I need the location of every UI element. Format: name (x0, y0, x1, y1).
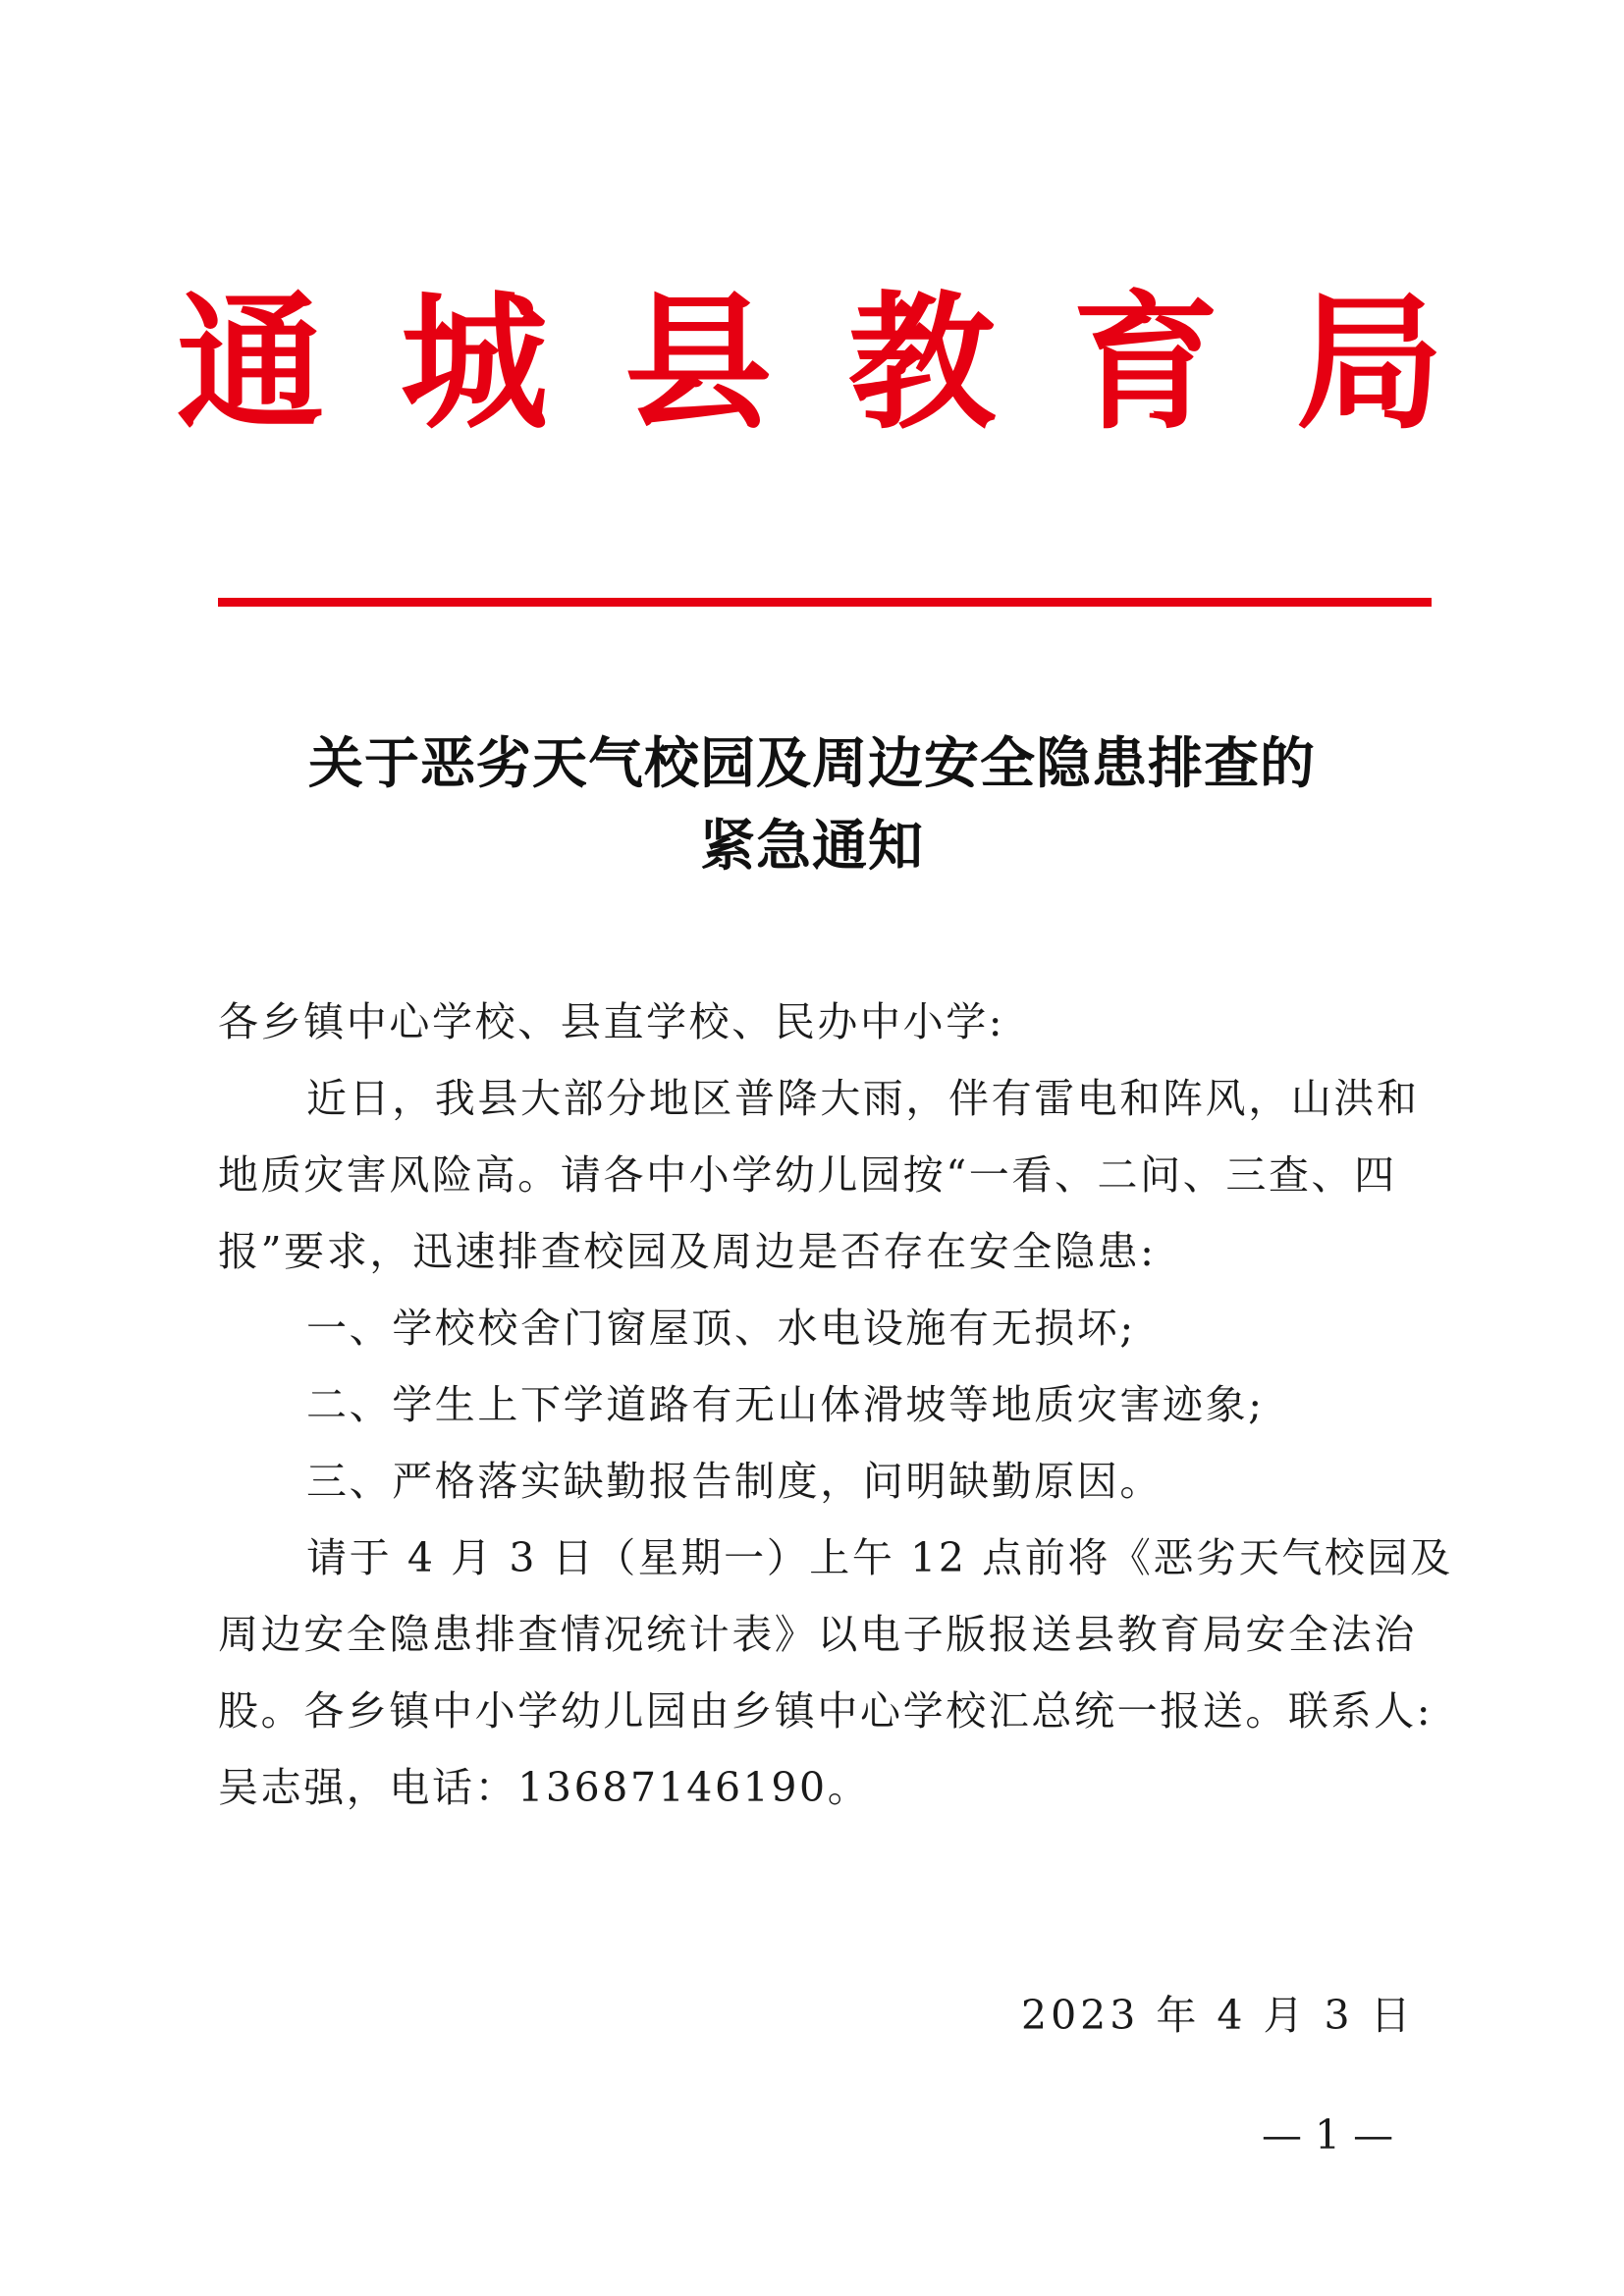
letterhead-char: 通 (177, 277, 325, 450)
letterhead-char: 城 (400, 277, 548, 450)
list-item: 一、学校校舍门窗屋顶、水电设施有无损坏; (306, 1305, 1136, 1352)
paragraph-line: 近日，我县大部分地区普降大雨，伴有雷电和阵风，山洪和 (306, 1075, 1420, 1122)
salutation: 各乡镇中心学校、县直学校、民办中小学: (218, 998, 1005, 1045)
notice-title-line-2: 紧急通知 (700, 814, 924, 879)
issue-date: 2023 年 4 月 3 日 (1021, 1992, 1415, 2039)
letterhead-char: 局 (1295, 277, 1443, 450)
letterhead-char: 育 (1071, 277, 1219, 450)
page-number: — 1 — (1262, 2111, 1394, 2159)
letterhead-char: 县 (623, 277, 772, 450)
paragraph-line: 请于 4 月 3 日（星期一）上午 12 点前将《恶劣天气校园及 (306, 1534, 1453, 1581)
paragraph-line: 地质灾害风险高。请各中小学幼儿园按“一看、二问、三查、四 (218, 1151, 1397, 1199)
paragraph-line: 报”要求，迅速排查校园及周边是否存在安全隐患: (218, 1228, 1157, 1275)
letterhead-char: 教 (847, 277, 996, 450)
paragraph-line: 周边安全隐患排查情况统计表》以电子版报送县教育局安全法治 (218, 1611, 1417, 1658)
red-divider-line (218, 598, 1432, 607)
notice-title-line-1: 关于恶劣天气校园及周边安全隐患排查的 (308, 731, 1316, 796)
paragraph-line: 股。各乡镇中小学幼儿园由乡镇中心学校汇总统一报送。联系人: (218, 1687, 1434, 1735)
list-item: 三、严格落实缺勤报告制度，问明缺勤原因。 (306, 1458, 1163, 1505)
letterhead-title (177, 275, 1443, 452)
contact-line: 吴志强，电话：13687146190。 (218, 1764, 871, 1811)
list-item: 二、学生上下学道路有无山体滑坡等地质灾害迹象; (306, 1381, 1265, 1428)
